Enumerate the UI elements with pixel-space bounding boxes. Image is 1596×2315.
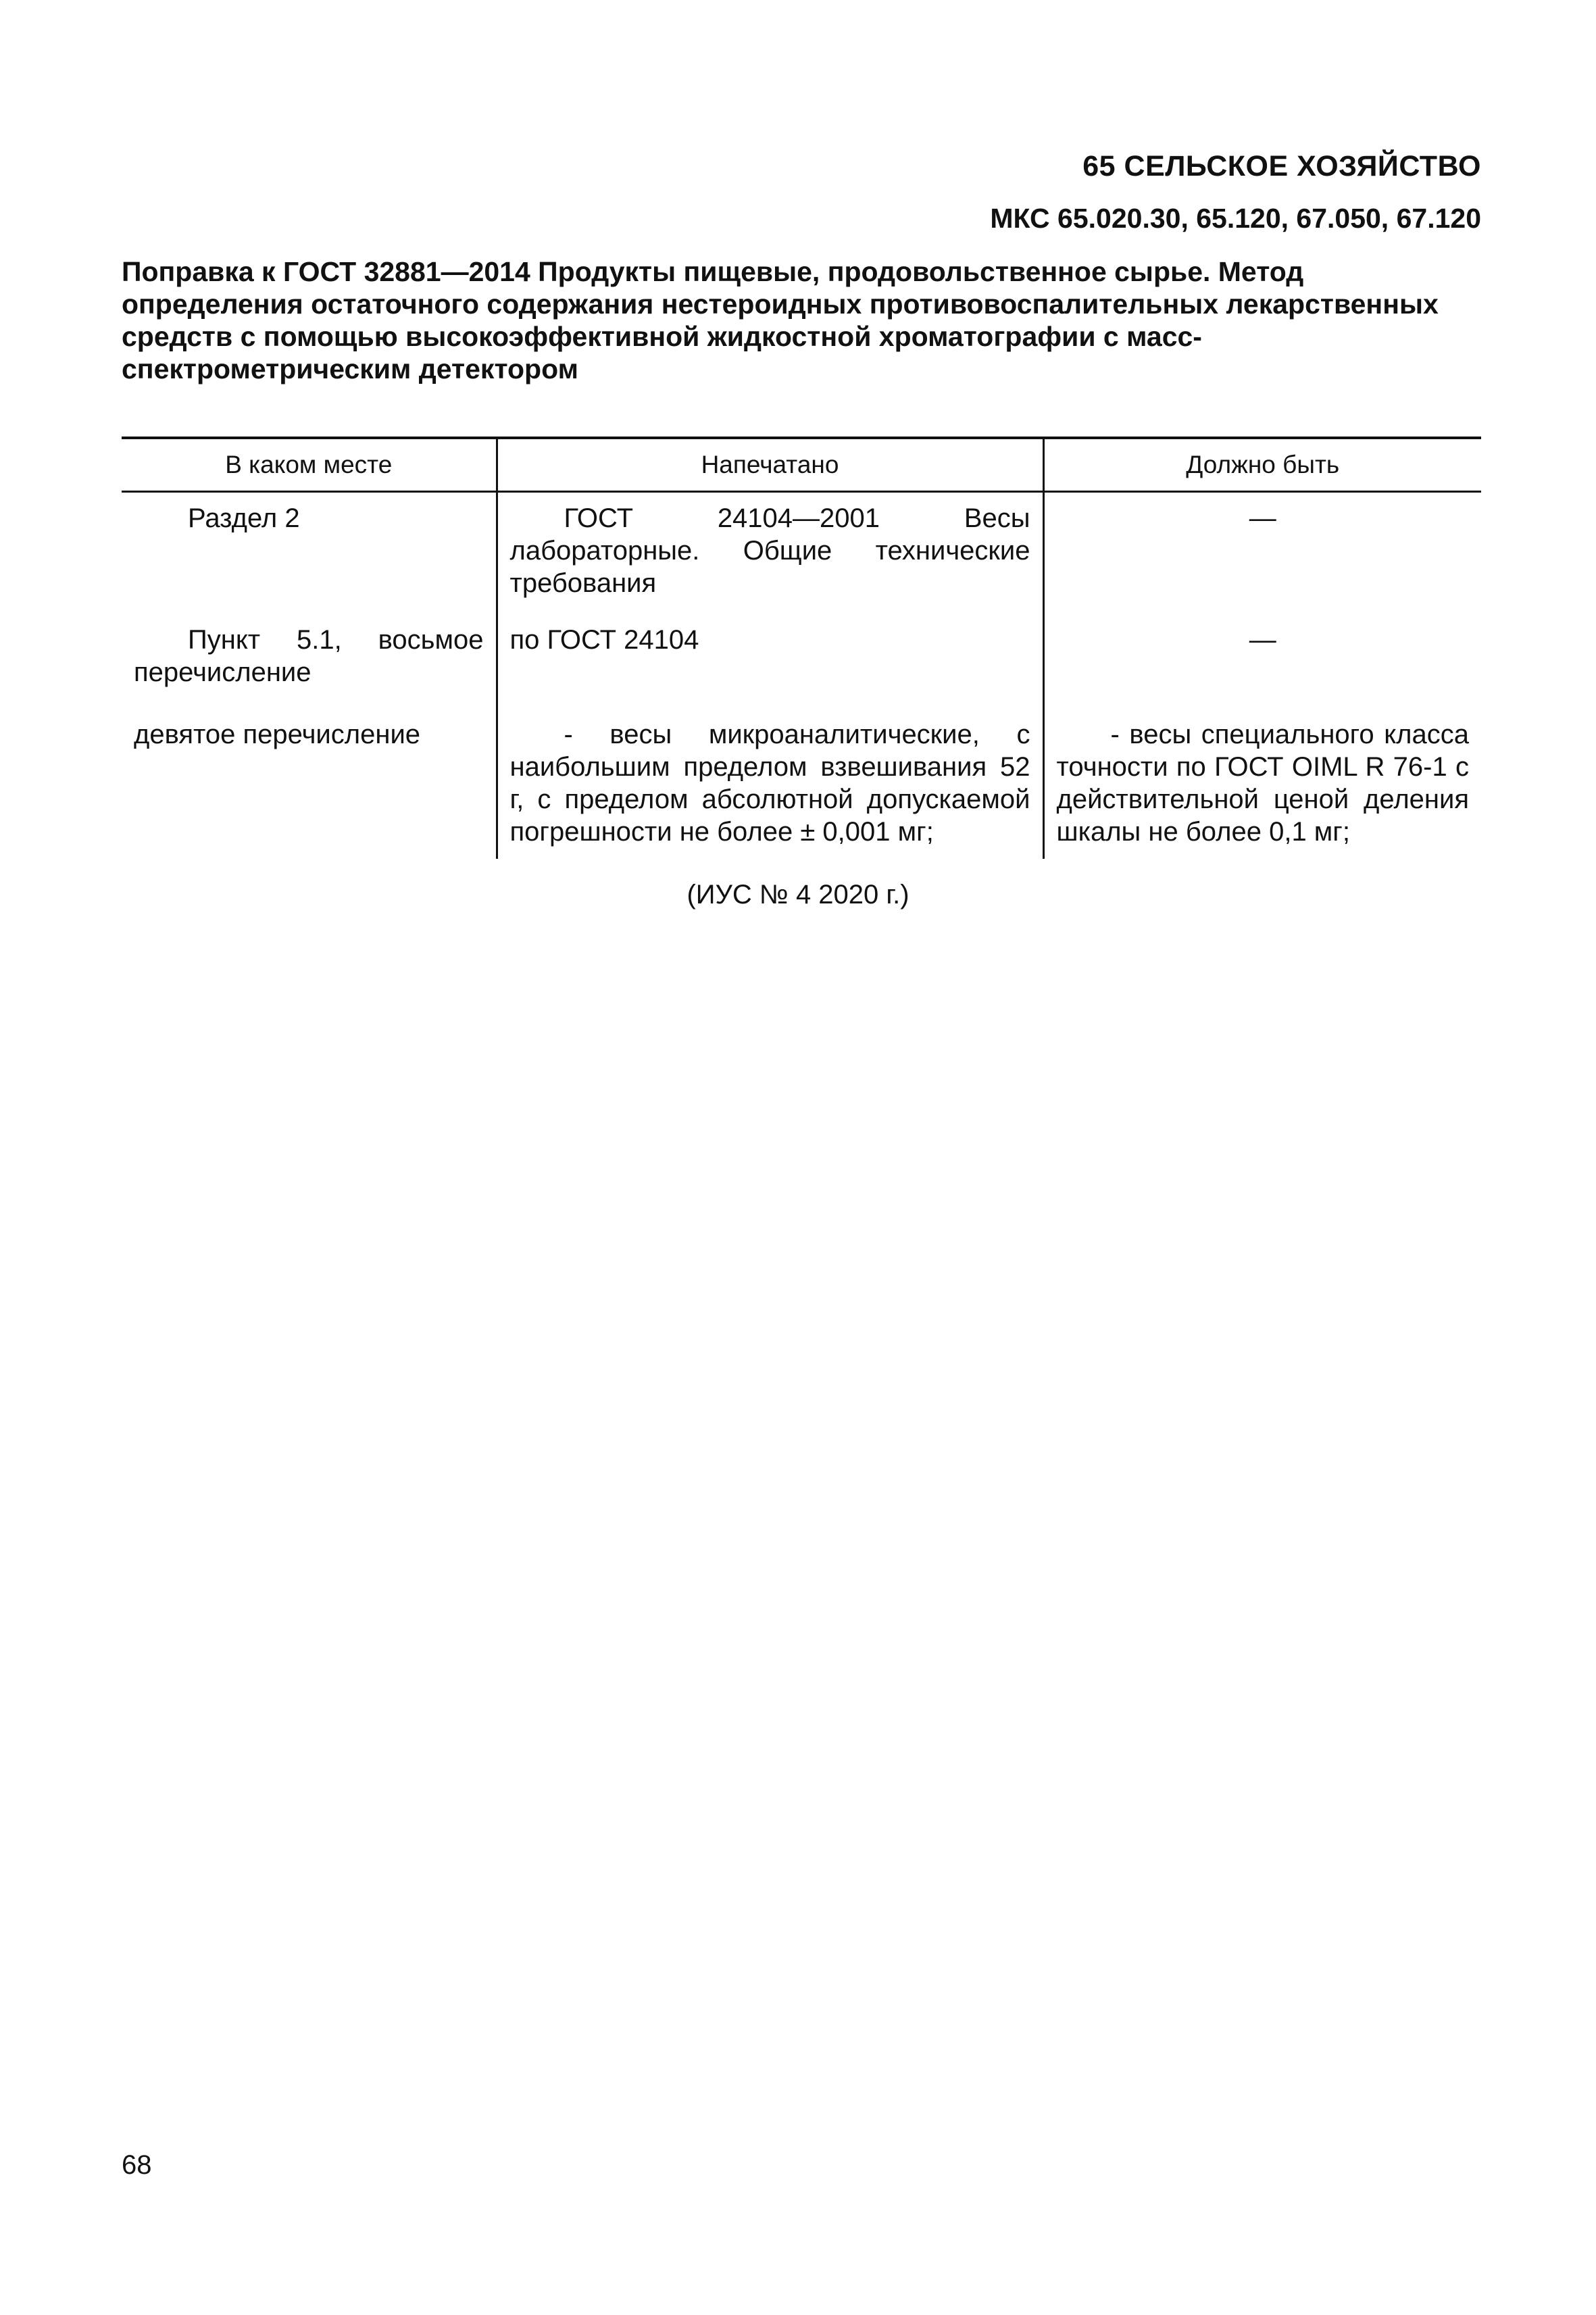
cell-printed: ГОСТ 24104—2001 Весы лабораторные. Общие технические требования — [497, 492, 1043, 615]
amendment-table — [122, 437, 1481, 859]
column-header-place: В каком месте — [122, 438, 497, 492]
cell-correct: - весы специального класса точности по ГОСТ OIML R 76-1 с действительной ценой деления шкалы не более 0,1 мг; — [1043, 709, 1481, 859]
cell-correct: — — [1043, 492, 1481, 615]
table-row — [122, 492, 1481, 615]
cell-place: девятое перечисление — [134, 720, 421, 749]
page-number: 68 — [122, 2150, 152, 2180]
cell-printed: - весы микроаналитические, с наибольшим пределом взвешивания 52 г, с пределом абсолютной допускаемой погрешности не более ± 0,001 мг; — [497, 709, 1043, 859]
table-header-row — [122, 438, 1481, 492]
column-header-printed: Напечатано — [497, 438, 1043, 492]
table-row — [122, 709, 1481, 859]
section-heading: 65 СЕЛЬСКОЕ ХОЗЯЙСТВО — [1082, 150, 1481, 182]
cell-correct: — — [1043, 614, 1481, 709]
issue-reference: (ИУС № 4 2020 г.) — [687, 880, 909, 910]
table-row — [122, 614, 1481, 709]
mks-codes: МКС 65.020.30, 65.120, 67.050, 67.120 — [990, 203, 1481, 234]
amendment-title: Поправка к ГОСТ 32881—2014 Продукты пищевые, продовольственное сырье. Метод определения остаточного содержания нестероидных противовоспалительных лекарственных средств с помощью высокоэффективной жидкостной хроматографии с масс-спектрометрическим детектором — [122, 256, 1439, 384]
column-header-correct: Должно быть — [1043, 438, 1481, 492]
cell-place: Раздел 2 — [188, 503, 300, 533]
cell-place: Пункт 5.1, восьмое перечисление — [134, 625, 484, 687]
cell-printed: по ГОСТ 24104 — [497, 614, 1043, 709]
